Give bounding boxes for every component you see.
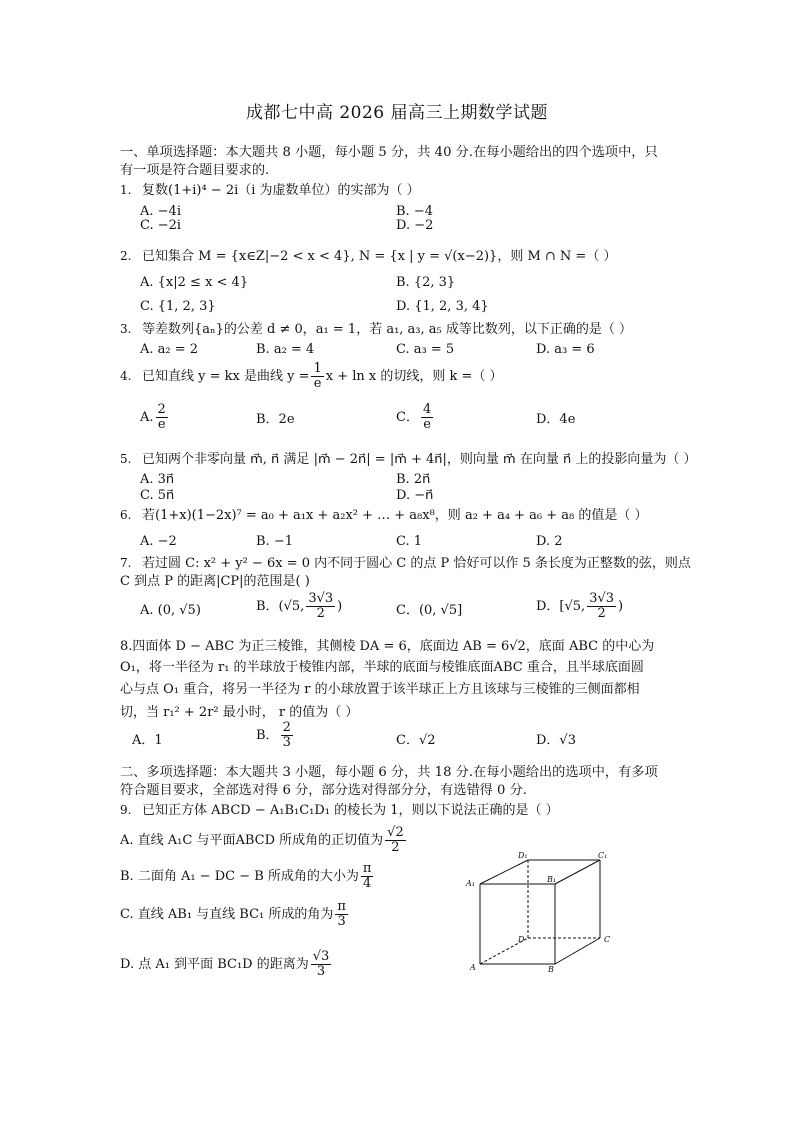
q3-option-c: C. a₃ = 5 bbox=[396, 342, 455, 357]
cube-edge bbox=[555, 860, 600, 884]
q5-option-d: D. −n⃗ bbox=[396, 488, 434, 503]
q1-option-c: C. −2i bbox=[140, 218, 182, 233]
q4-option-d: D．4e bbox=[536, 412, 576, 427]
q7-option-c: C．(0, √5] bbox=[396, 603, 463, 618]
question-stem: 若(1+x)(1−2x)⁷ = a₀ + a₁x + a₂x² + … + a₈x⁸，则 a₂ + a₄ + a₆ + a₈ 的值是（ ） bbox=[142, 508, 648, 523]
question-1 bbox=[120, 181, 680, 200]
question-7 bbox=[120, 554, 691, 573]
q1-option-b: B. −4 bbox=[396, 204, 433, 219]
vertex-label-b: B bbox=[548, 965, 554, 974]
question-8-cont-1: O₁，将一半径为 r₁ 的半球放于棱锥内部，半球的底面与棱锥底面ABC 重合，且半球底面圆 bbox=[120, 660, 644, 675]
q7-option-a: A. (0, √5) bbox=[140, 603, 201, 618]
vertex-label-c1: C₁ bbox=[598, 851, 608, 860]
section-2-header-cont: 符合题目要求，全部选对得 6 分，部分选对得部分分，有选错得 0 分. bbox=[120, 783, 527, 798]
q1-option-d: D. −2 bbox=[396, 218, 434, 233]
question-stem: 若过圆 C: x² + y² − 6x = 0 内不同于圆心 C 的点 P 恰好可以作 5 条长度为正整数的弦，则点 bbox=[142, 556, 691, 571]
question-8: 8.四面体 D − ABC 为正三棱锥，其侧棱 DA = 6，底面边 AB = 6√2，底面 ABC 的中心为 bbox=[120, 639, 655, 654]
fraction: $\frac{1}{e}$ bbox=[313, 361, 322, 391]
cube-edge bbox=[555, 938, 600, 964]
vertex-label-d1: D₁ bbox=[518, 851, 528, 860]
vertex-label-c: C bbox=[604, 935, 611, 944]
q6-option-c: C. 1 bbox=[396, 534, 423, 549]
vertex-label-b1: B₁ bbox=[547, 875, 557, 884]
vertex-label-d: D bbox=[518, 935, 525, 944]
question-stem: 复数(1+i)⁴ − 2i（i 为虚数单位）的实部为（ ） bbox=[142, 183, 420, 198]
section-1-header: 一、单项选择题：本大题共 8 小题，每小题 5 分，共 40 分.在每小题给出的四个选项中，只 bbox=[120, 145, 658, 160]
q9-option-d: D. 点 A₁ 到平面 BC₁D 的距离为 $\frac{√3}{3}$ bbox=[120, 949, 330, 979]
q5-option-b: B. 2n⃗ bbox=[396, 472, 431, 487]
q6-option-a: A. −2 bbox=[140, 534, 177, 549]
q7-option-d: D．[√5, $\frac{3√3}{2}$ ) bbox=[536, 591, 624, 621]
q5-option-a: A. 3n⃗ bbox=[140, 472, 175, 487]
section-2-header: 二、多项选择题：本大题共 3 小题，每小题 6 分，共 18 分.在每小题给出的选项中，有多项 bbox=[120, 765, 658, 780]
q8-option-c: C．√2 bbox=[396, 733, 436, 748]
q7-option-b: B．(√5, $\frac{3√3}{2}$ ) bbox=[256, 591, 343, 621]
question-2 bbox=[120, 247, 680, 266]
q9-option-c: C. 直线 AB₁ 与直线 BC₁ 所成的角为 $\frac{\pi}{3}$ bbox=[120, 899, 346, 929]
q8-option-b: B． $\frac{2}{3}$ bbox=[256, 720, 291, 750]
question-stem: 已知直线 y = kx 是曲线 y = bbox=[142, 369, 310, 384]
vertex-label-a: A bbox=[470, 963, 476, 972]
question-number: 6. bbox=[120, 508, 132, 522]
question-7-cont: C 到点 P 的距离|CP|的范围是( ) bbox=[120, 574, 310, 589]
q2-option-b: B. {2, 3} bbox=[396, 275, 456, 290]
vertex-label-a1: A₁ bbox=[466, 879, 475, 888]
question-number: 5. bbox=[120, 452, 132, 466]
q9-option-b: B. 二面角 A₁ − DC − B 所成角的大小为 $\frac{\pi}{4}$ bbox=[120, 861, 372, 891]
question-5 bbox=[120, 450, 697, 469]
q3-option-a: A. a₂ = 2 bbox=[140, 342, 199, 357]
question-9 bbox=[120, 801, 680, 820]
q2-option-c: C. {1, 2, 3} bbox=[140, 299, 216, 314]
question-number: 4. bbox=[120, 369, 132, 383]
q8-option-d: D．√3 bbox=[536, 733, 576, 748]
section-1-header-cont: 有一项是符合题目要求的. bbox=[120, 163, 270, 178]
q6-option-b: B. −1 bbox=[256, 534, 293, 549]
q9-option-a: A. 直线 A₁C 与平面ABCD 所成角的正切值为 $\frac{√2}{2}$ bbox=[120, 825, 404, 855]
question-4 bbox=[120, 362, 680, 391]
cube-edge bbox=[480, 860, 528, 884]
q4-option-b: B．2e bbox=[256, 412, 295, 427]
question-3 bbox=[120, 320, 680, 339]
question-number: 9. bbox=[120, 803, 132, 817]
q2-option-a: A. {x|2 ≤ x < 4} bbox=[140, 275, 249, 290]
question-stem-cont: x + ln x 的切线，则 k =（ ） bbox=[325, 369, 503, 384]
page-title: 成都七中高 2026 届高三上期数学试题 bbox=[245, 103, 549, 123]
q3-option-d: D. a₃ = 6 bbox=[536, 342, 595, 357]
question-stem: 已知正方体 ABCD − A₁B₁C₁D₁ 的棱长为 1，则以下说法正确的是（ ） bbox=[142, 803, 559, 818]
q2-option-d: D. {1, 2, 3, 4} bbox=[396, 299, 489, 314]
question-8-cont-2: 心与点 O₁ 重合，将另一半径为 r 的小球放置于该半球正上方且该球与三棱锥的三侧面都相 bbox=[120, 682, 640, 697]
question-number: 7. bbox=[120, 556, 132, 570]
q1-option-a: A. −4i bbox=[140, 204, 181, 219]
question-stem: 已知两个非零向量 m⃗, n⃗ 满足 |m⃗ − 2n⃗| = |m⃗ + 4n⃗|，则向量 m⃗ 在向量 n⃗ 上的投影向量为（ ） bbox=[142, 452, 697, 467]
question-8-cont-3: 切，当 r₁² + 2r² 最小时， r 的值为（ ） bbox=[120, 705, 359, 720]
q3-option-b: B. a₂ = 4 bbox=[256, 342, 315, 357]
question-number: 3. bbox=[120, 322, 132, 336]
q4-option-c: C． $\frac{4}{e}$ bbox=[396, 402, 432, 432]
q4-option-a: A. $\frac{2}{e}$ bbox=[140, 402, 166, 432]
question-number: 1. bbox=[120, 183, 132, 197]
question-number: 2. bbox=[120, 249, 132, 263]
q6-option-d: D. 2 bbox=[536, 534, 563, 549]
q5-option-c: C. 5n⃗ bbox=[140, 488, 175, 503]
question-stem: 已知集合 M = {x∈Z|−2 < x < 4}, N = {x | y = √(x−2)}，则 M ∩ N =（ ） bbox=[142, 249, 617, 264]
cube-diagram bbox=[460, 850, 630, 980]
question-6 bbox=[120, 506, 680, 525]
question-stem: 等差数列{aₙ}的公差 d ≠ 0，a₁ = 1，若 a₁, a₃, a₅ 成等比数列，以下正确的是（ ） bbox=[142, 322, 633, 337]
q8-option-a: A．1 bbox=[132, 733, 163, 748]
